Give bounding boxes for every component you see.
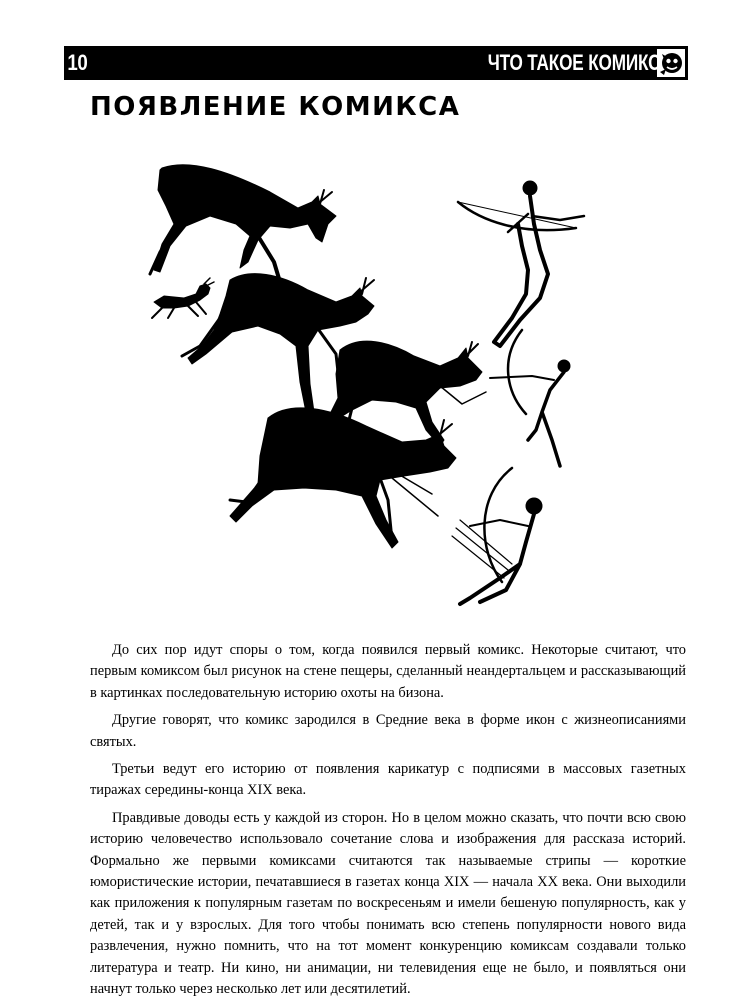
page-number: 10 (67, 50, 88, 75)
section-title: ПОЯВЛЕНИЕ КОМИКСА (90, 92, 461, 122)
comic-mask-icon (656, 48, 686, 78)
paragraph: Другие говорят, что комикс зародился в Средние века в форме икон с жизнеописаниями святых. (90, 712, 686, 750)
running-head-title: ЧТО ТАКОЕ КОМИКС (487, 50, 660, 75)
paragraph: Правдивые доводы есть у каждой из сторон. Но в целом можно сказать, что почти всю свою историю человечество использовало сочетание слова и изображения для рассказа историй. Формально же первыми комиксами считаются так называемые стрипы — короткие юмористические истории, печатавшиеся в газетах конца XIX — начала XX века. Они выходили как приложения к популярным газетам по воскресеньям и имели бешеную популярность, как у детей, так и у взрослых. Для того чтобы понимать всю степень популярности нового вида развлечения, нужно помнить, что на тот момент конкуренцию комиксам создавали только литература и театр. Ни кино, ни анимации, ни телевидения еще не было, и появляться они начнут только через несколько лет или десятилетий. (90, 809, 686, 998)
cave-painting-hunt-icon (140, 150, 600, 620)
paragraph: Третьи ведут его историю от появления карикатур с подписями в массовых газетных тиражах середины-конца XIX века. (90, 761, 686, 799)
paragraph: До сих пор идут споры о том, когда появился первый комикс. Некоторые считают, что первым комиксом был рисунок на стене пещеры, сделанный неандертальцем и рассказывающий в картинках последовательную историю охоты на бизона. (90, 642, 686, 701)
deer-figure (230, 408, 456, 548)
running-header (64, 46, 688, 80)
archer-figure (452, 468, 542, 604)
body-text (90, 640, 686, 1000)
archer-figure (490, 330, 570, 466)
deer-figure (152, 278, 214, 318)
archer-figure (458, 181, 584, 346)
deer-figure (150, 165, 336, 282)
running-head-group (439, 46, 688, 80)
